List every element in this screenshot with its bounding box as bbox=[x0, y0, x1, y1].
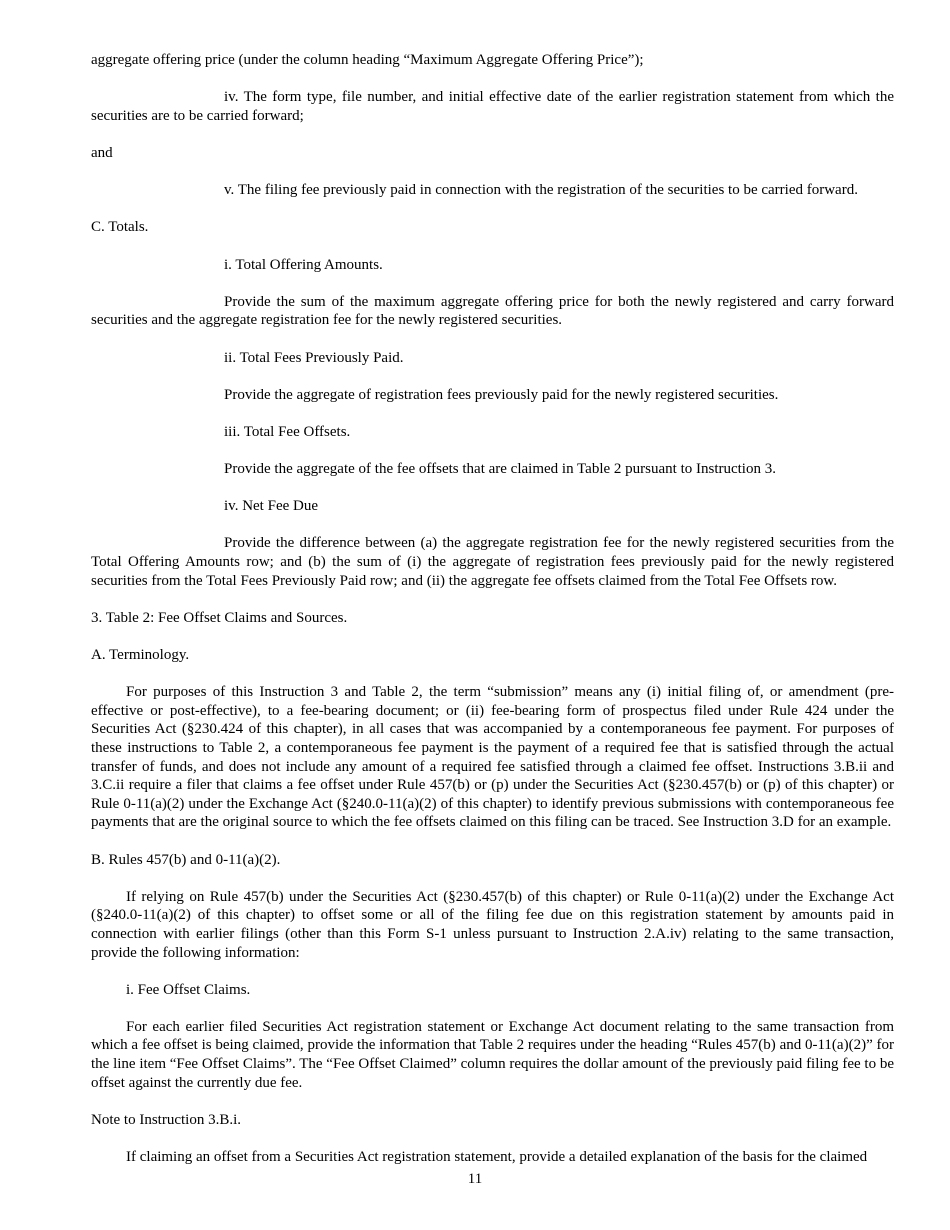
paragraph-total-fee-offsets: Provide the aggregate of the fee offsets that are claimed in Table 2 pursuant to Instruction 3. bbox=[224, 461, 776, 478]
heading-fee-offset-claims: i. Fee Offset Claims. bbox=[126, 981, 251, 998]
paragraph-rules-457b: If relying on Rule 457(b) under the Securities Act (§230.457(b) of this chapter) or Rule 0-11(a)(2) under the Exchange Act (§240.0-11(a)(2) of this chapter) to offset some or all of the filing fee due on this registration statement by amounts paid in connection with earlier filings (other than this Form S-1 unless pursuant to Instruction 2.A.iv) relating to the same transaction, provide the following information: bbox=[91, 888, 894, 961]
paragraph-terminology: For purposes of this Instruction 3 and Table 2, the term “submission” means any (i) initial filing of, or amendment (pre-effective or post-effective), to a fee-bearing document; or (ii) fee-bearing form of prospectus filed under Rule 424 under the Securities Act (§230.424 of this chapter), in all cases that was accompanied by a contemporaneous fee payment. For purposes of these instructions to Table 2, a contemporaneous fee payment is the payment of a required fee that is satisfied through the actual transfer of funds, and does not include any amount of a required fee satisfied through a claimed fee offset. Instructions 3.B.ii and 3.C.ii require a filer that claims a fee offset under Rule 457(b) or (p) under the Securities Act (§230.457(b) or (p) of this chapter) or Rule 0-11(a)(2) under the Exchange Act (§240.0-11(a)(2) of this chapter) to identify previous submissions with contemporaneous fee payments that are the original source to which the fee offsets claimed on this filing can be traced. See Instruction 3.D for an example. bbox=[91, 684, 894, 831]
heading-note-3bi: Note to Instruction 3.B.i. bbox=[91, 1111, 241, 1128]
paragraph-note-3bi: If claiming an offset from a Securities Act registration statement, provide a detailed explanation of the basis for the claimed bbox=[126, 1149, 868, 1166]
paragraph-total-fees-previously-paid: Provide the aggregate of registration fees previously paid for the newly registered securities. bbox=[224, 386, 779, 403]
heading-net-fee-due: iv. Net Fee Due bbox=[224, 498, 318, 515]
paragraph-item-iv-form-type: iv. The form type, file number, and initial effective date of the earlier registration statement from which the securities are to be carried forward; bbox=[91, 89, 894, 124]
heading-table-2: 3. Table 2: Fee Offset Claims and Sources. bbox=[91, 609, 348, 626]
heading-b-rules: B. Rules 457(b) and 0-11(a)(2). bbox=[91, 851, 281, 868]
page-number: 11 bbox=[467, 1171, 483, 1187]
heading-total-fee-offsets: iii. Total Fee Offsets. bbox=[224, 423, 351, 440]
heading-total-offering-amounts: i. Total Offering Amounts. bbox=[224, 256, 383, 273]
paragraph-fee-offset-claims: For each earlier filed Securities Act registration statement or Exchange Act document relating to the same transaction from which a fee offset is being claimed, provide the information that Table 2 requires under the heading “Rules 457(b) and 0-11(a)(2)” for the line item “Fee Offset Claims”. The “Fee Offset Claimed” column requires the dollar amount of the previously paid filing fee to be offset against the currently due fee. bbox=[91, 1018, 894, 1091]
paragraph-item-v-filing-fee: v. The filing fee previously paid in connection with the registration of the securities to be carried forward. bbox=[224, 182, 858, 199]
paragraph-net-fee-due: Provide the difference between (a) the aggregate registration fee for the newly registered securities from the Total Offering Amounts row; and (b) the sum of (i) the aggregate of registration fees previously paid for the newly registered securities from the Total Fees Previously Paid row; and (ii) the aggregate fee offsets claimed from the Total Fee Offsets row. bbox=[91, 535, 894, 589]
paragraph-and: and bbox=[91, 144, 113, 161]
heading-c-totals: C. Totals. bbox=[91, 219, 149, 236]
document-page bbox=[91, 51, 894, 1185]
paragraph-aggregate-offering-price: aggregate offering price (under the column heading “Maximum Aggregate Offering Price”); bbox=[91, 52, 644, 68]
heading-a-terminology: A. Terminology. bbox=[91, 647, 190, 663]
heading-total-fees-previously-paid: ii. Total Fees Previously Paid. bbox=[224, 349, 404, 366]
paragraph-total-offering-amounts: Provide the sum of the maximum aggregate offering price for both the newly registered and carry forward securities and the aggregate registration fee for the newly registered securities. bbox=[91, 293, 894, 329]
